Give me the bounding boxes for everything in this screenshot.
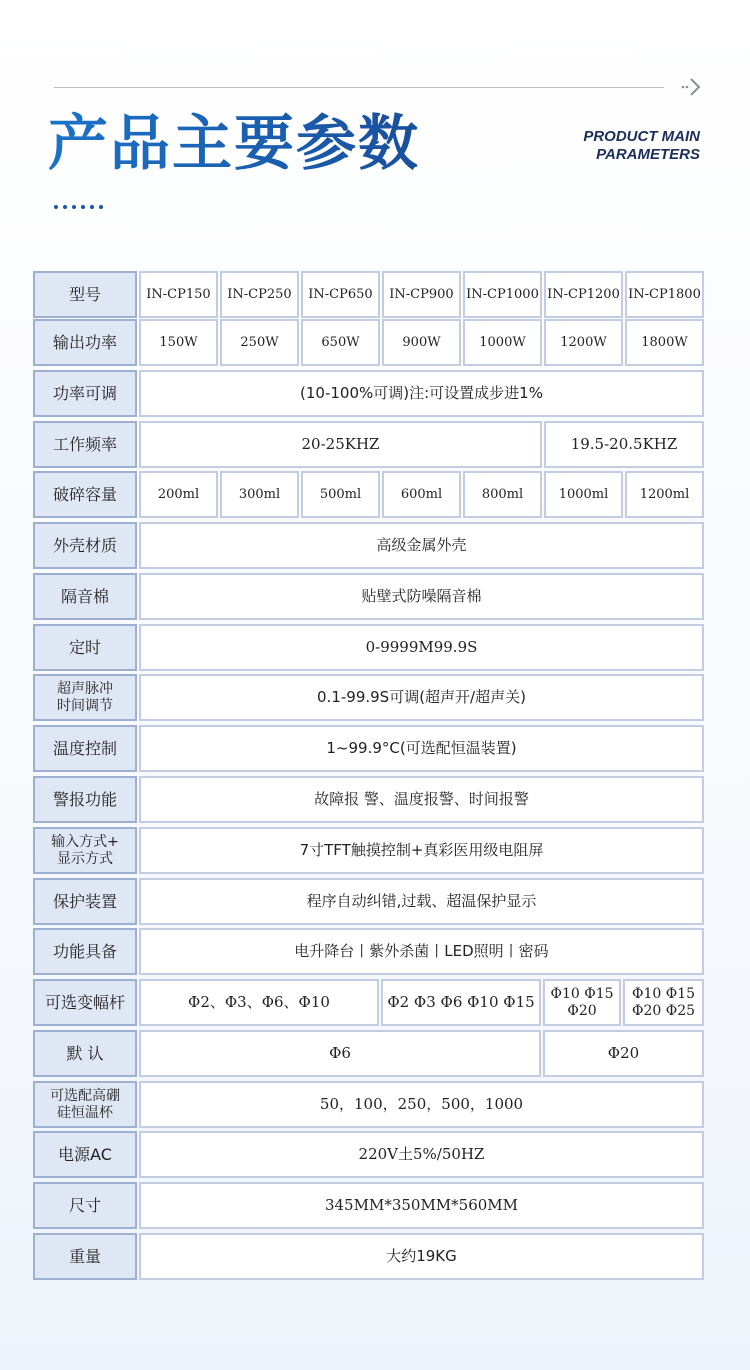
dot [54, 205, 58, 209]
row-label: 破碎容量 [33, 471, 137, 518]
value-line: Φ20 Φ25 [631, 1002, 696, 1019]
value-cell: 220V土5%/50HZ [139, 1131, 704, 1178]
value-cell [623, 979, 704, 1026]
power-cell: 1000W [463, 319, 542, 366]
dot [81, 205, 85, 209]
row-label: 尺寸 [33, 1182, 137, 1229]
row-label-line: 超声脉冲 [57, 680, 113, 697]
power-cell: 250W [220, 319, 299, 366]
value-cell: 0.1-99.9S可调(超声开/超声关) [139, 674, 704, 721]
value-cell: Φ2 Φ3 Φ6 Φ10 Φ15 [381, 979, 541, 1026]
row-label: 默 认 [33, 1030, 137, 1077]
value-cell: 电升降台丨紫外杀菌丨LED照明丨密码 [139, 928, 704, 975]
row-label-line: 可选配高硼 [50, 1087, 120, 1104]
value-cell: 7寸TFT触摸控制+真彩医用级电阻屏 [139, 827, 704, 874]
value-cell: 50，100，250，500，1000 [139, 1081, 704, 1128]
capacity-cell: 1000ml [544, 471, 623, 518]
row-label [33, 674, 137, 721]
value-cell: Φ2、Φ3、Φ6、Φ10 [139, 979, 379, 1026]
value-cell: 0-9999M99.9S [139, 624, 704, 671]
value-cell: 贴壁式防噪隔音棉 [139, 573, 704, 620]
row-label-line: 硅恒温杯 [57, 1104, 113, 1121]
value-cell: 20-25KHZ [139, 421, 542, 468]
power-cell: 900W [382, 319, 461, 366]
row-label: 重量 [33, 1233, 137, 1280]
row-label: 型号 [33, 271, 137, 318]
subtitle-line-2: PARAMETERS [596, 146, 700, 163]
row-label-line: 输入方式+ [51, 833, 119, 850]
value-line: Φ10 Φ15 [550, 985, 614, 1002]
value-cell: 高级金属外壳 [139, 522, 704, 569]
row-label: 工作频率 [33, 421, 137, 468]
row-label: 功能具备 [33, 928, 137, 975]
value-cell: 程序自动纠错,过载、超温保护显示 [139, 878, 704, 925]
power-cell: 1200W [544, 319, 623, 366]
model-cell: IN-CP1800 [625, 271, 704, 318]
model-cell: IN-CP650 [301, 271, 380, 318]
capacity-cell: 600ml [382, 471, 461, 518]
value-cell: 故障报 警、温度报警、时间报警 [139, 776, 704, 823]
dot [99, 205, 103, 209]
row-label: 功率可调 [33, 370, 137, 417]
subtitle-line-1: PRODUCT MAIN [583, 128, 700, 145]
power-cell: 150W [139, 319, 218, 366]
value-cell: 大约19KG [139, 1233, 704, 1280]
row-label-line: 显示方式 [57, 850, 113, 867]
row-label: 输出功率 [33, 319, 137, 366]
row-label [33, 827, 137, 874]
row-label: 外壳材质 [33, 522, 137, 569]
capacity-cell: 500ml [301, 471, 380, 518]
value-cell: 19.5-20.5KHZ [544, 421, 704, 468]
capacity-cell: 200ml [139, 471, 218, 518]
value-cell: (10-100%可调)注:可设置成步进1% [139, 370, 704, 417]
row-label: 温度控制 [33, 725, 137, 772]
value-cell: Φ6 [139, 1030, 541, 1077]
value-line: Φ20 [567, 1002, 597, 1019]
model-cell: IN-CP250 [220, 271, 299, 318]
value-line: Φ10 Φ15 [631, 985, 696, 1002]
page-subtitle [583, 128, 700, 164]
header-divider [54, 87, 664, 88]
row-label: 警报功能 [33, 776, 137, 823]
double-chevron-right-icon [680, 76, 704, 98]
power-cell: 650W [301, 319, 380, 366]
value-cell: Φ20 [543, 1030, 704, 1077]
row-label: 可选变幅杆 [33, 979, 137, 1026]
row-label: 定时 [33, 624, 137, 671]
capacity-cell: 1200ml [625, 471, 704, 518]
row-label-line: 时间调节 [57, 697, 113, 714]
power-cell: 1800W [625, 319, 704, 366]
model-cell: IN-CP1000 [463, 271, 542, 318]
dot [90, 205, 94, 209]
value-cell [543, 979, 621, 1026]
row-label: 隔音棉 [33, 573, 137, 620]
value-cell: 345MM*350MM*560MM [139, 1182, 704, 1229]
dot [63, 205, 67, 209]
decorative-dots [54, 205, 103, 209]
model-cell: IN-CP150 [139, 271, 218, 318]
capacity-cell: 300ml [220, 471, 299, 518]
model-cell: IN-CP900 [382, 271, 461, 318]
page-title: 产品主要参数 [48, 104, 420, 184]
value-cell: 1~99.9°C(可选配恒温装置) [139, 725, 704, 772]
row-label: 保护装置 [33, 878, 137, 925]
capacity-cell: 800ml [463, 471, 542, 518]
model-cell: IN-CP1200 [544, 271, 623, 318]
row-label: 电源AC [33, 1131, 137, 1178]
row-label [33, 1081, 137, 1128]
dot [72, 205, 76, 209]
